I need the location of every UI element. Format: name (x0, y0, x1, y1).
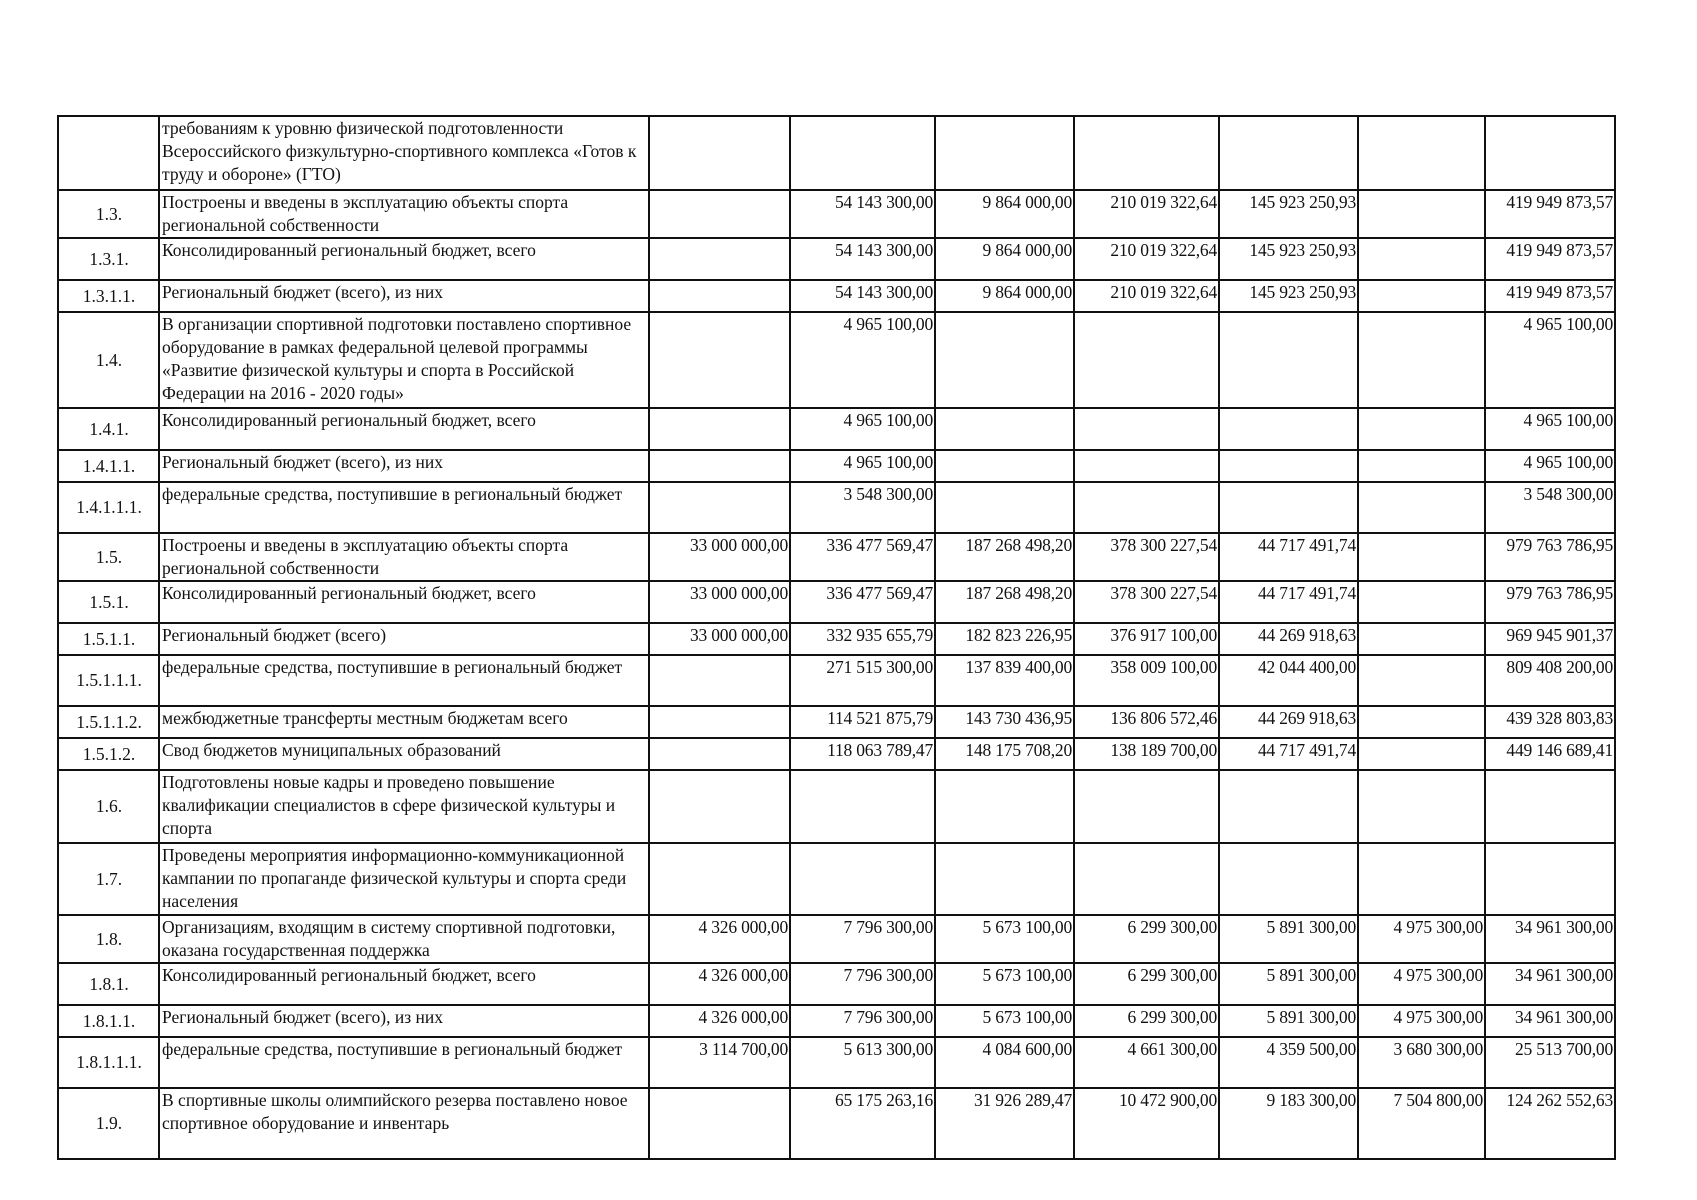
row-code: 1.9. (58, 1088, 159, 1159)
value-cell (649, 706, 790, 738)
table-row (58, 770, 1615, 843)
value-cell (1219, 770, 1358, 843)
value-cell: 145 923 250,93 (1219, 190, 1358, 238)
value-cell (1219, 312, 1358, 408)
table-row (58, 915, 1615, 963)
row-description: Свод бюджетов муниципальных образований (159, 738, 649, 770)
value-cell: 4 359 500,00 (1219, 1037, 1358, 1088)
value-cell (935, 843, 1074, 915)
value-cell (1358, 738, 1485, 770)
value-cell (1358, 706, 1485, 738)
value-cell (1219, 450, 1358, 482)
row-description: Построены и введены в эксплуатацию объекты спорта региональной собственности (159, 533, 649, 581)
value-cell: 4 965 100,00 (790, 450, 935, 482)
table-row (58, 190, 1615, 238)
table-row (58, 623, 1615, 655)
value-cell: 5 673 100,00 (935, 963, 1074, 1005)
row-code: 1.5.1. (58, 581, 159, 623)
value-cell (790, 843, 935, 915)
row-description: Консолидированный региональный бюджет, всего (159, 581, 649, 623)
table-row (58, 1005, 1615, 1037)
value-cell (649, 843, 790, 915)
row-code: 1.3.1. (58, 238, 159, 280)
table-row (58, 408, 1615, 450)
value-cell: 6 299 300,00 (1074, 963, 1219, 1005)
value-cell: 7 504 800,00 (1358, 1088, 1485, 1159)
table-body (58, 116, 1615, 1159)
table-row (58, 1088, 1615, 1159)
value-cell: 4 326 000,00 (649, 1005, 790, 1037)
value-cell (1485, 843, 1615, 915)
value-cell: 42 044 400,00 (1219, 655, 1358, 706)
value-cell (649, 408, 790, 450)
table-row (58, 116, 1615, 190)
row-description: межбюджетные трансферты местным бюджетам всего (159, 706, 649, 738)
value-cell (1074, 770, 1219, 843)
value-cell (649, 655, 790, 706)
value-cell: 449 146 689,41 (1485, 738, 1615, 770)
value-cell: 4 084 600,00 (935, 1037, 1074, 1088)
value-cell (1074, 312, 1219, 408)
value-cell (1074, 450, 1219, 482)
row-code: 1.4.1.1. (58, 450, 159, 482)
value-cell: 7 796 300,00 (790, 915, 935, 963)
value-cell (1358, 408, 1485, 450)
value-cell: 809 408 200,00 (1485, 655, 1615, 706)
row-description: В спортивные школы олимпийского резерва поставлено новое спортивное оборудование и инвентарь (159, 1088, 649, 1159)
row-description: Консолидированный региональный бюджет, всего (159, 238, 649, 280)
value-cell: 31 926 289,47 (935, 1088, 1074, 1159)
value-cell (935, 450, 1074, 482)
row-code: 1.5. (58, 533, 159, 581)
value-cell (935, 482, 1074, 533)
value-cell (1358, 623, 1485, 655)
value-cell: 4 965 100,00 (790, 408, 935, 450)
row-description: Организациям, входящим в систему спортивной подготовки, оказана государственная поддержка (159, 915, 649, 963)
value-cell (1358, 312, 1485, 408)
value-cell (1358, 116, 1485, 190)
value-cell (1358, 450, 1485, 482)
value-cell: 210 019 322,64 (1074, 280, 1219, 312)
row-code: 1.7. (58, 843, 159, 915)
value-cell: 4 975 300,00 (1358, 963, 1485, 1005)
value-cell (935, 408, 1074, 450)
value-cell (1074, 482, 1219, 533)
value-cell (649, 738, 790, 770)
value-cell: 44 717 491,74 (1219, 738, 1358, 770)
value-cell: 376 917 100,00 (1074, 623, 1219, 655)
value-cell (1358, 482, 1485, 533)
value-cell: 4 965 100,00 (1485, 312, 1615, 408)
value-cell (1074, 843, 1219, 915)
value-cell: 34 961 300,00 (1485, 915, 1615, 963)
value-cell: 114 521 875,79 (790, 706, 935, 738)
value-cell: 10 472 900,00 (1074, 1088, 1219, 1159)
value-cell: 44 717 491,74 (1219, 533, 1358, 581)
value-cell: 419 949 873,57 (1485, 190, 1615, 238)
row-description: Консолидированный региональный бюджет, всего (159, 408, 649, 450)
value-cell: 118 063 789,47 (790, 738, 935, 770)
value-cell (935, 116, 1074, 190)
value-cell (649, 312, 790, 408)
value-cell: 3 114 700,00 (649, 1037, 790, 1088)
value-cell: 4 975 300,00 (1358, 915, 1485, 963)
value-cell: 3 548 300,00 (790, 482, 935, 533)
value-cell (1358, 770, 1485, 843)
table-row (58, 655, 1615, 706)
value-cell: 148 175 708,20 (935, 738, 1074, 770)
value-cell: 54 143 300,00 (790, 238, 935, 280)
value-cell: 33 000 000,00 (649, 581, 790, 623)
value-cell: 336 477 569,47 (790, 533, 935, 581)
row-code: 1.4.1. (58, 408, 159, 450)
value-cell: 5 613 300,00 (790, 1037, 935, 1088)
value-cell: 124 262 552,63 (1485, 1088, 1615, 1159)
value-cell: 4 965 100,00 (790, 312, 935, 408)
value-cell: 378 300 227,54 (1074, 581, 1219, 623)
value-cell: 4 326 000,00 (649, 915, 790, 963)
value-cell: 4 965 100,00 (1485, 408, 1615, 450)
value-cell (1358, 280, 1485, 312)
table-row (58, 533, 1615, 581)
value-cell (935, 312, 1074, 408)
value-cell: 54 143 300,00 (790, 280, 935, 312)
value-cell: 5 673 100,00 (935, 915, 1074, 963)
value-cell: 9 864 000,00 (935, 190, 1074, 238)
row-code: 1.4. (58, 312, 159, 408)
value-cell (1358, 533, 1485, 581)
value-cell: 54 143 300,00 (790, 190, 935, 238)
value-cell: 6 299 300,00 (1074, 915, 1219, 963)
value-cell: 5 891 300,00 (1219, 1005, 1358, 1037)
value-cell (1358, 581, 1485, 623)
value-cell: 5 673 100,00 (935, 1005, 1074, 1037)
row-description: Региональный бюджет (всего), из них (159, 450, 649, 482)
value-cell: 187 268 498,20 (935, 533, 1074, 581)
value-cell: 3 548 300,00 (1485, 482, 1615, 533)
table-row (58, 280, 1615, 312)
row-code: 1.5.1.2. (58, 738, 159, 770)
value-cell: 3 680 300,00 (1358, 1037, 1485, 1088)
value-cell: 145 923 250,93 (1219, 238, 1358, 280)
table-row (58, 238, 1615, 280)
row-code: 1.8. (58, 915, 159, 963)
value-cell (1219, 843, 1358, 915)
value-cell: 378 300 227,54 (1074, 533, 1219, 581)
value-cell (790, 770, 935, 843)
value-cell: 439 328 803,83 (1485, 706, 1615, 738)
row-description: федеральные средства, поступившие в региональный бюджет (159, 655, 649, 706)
value-cell: 210 019 322,64 (1074, 190, 1219, 238)
table-row (58, 482, 1615, 533)
value-cell (649, 116, 790, 190)
row-code: 1.8.1.1.1. (58, 1037, 159, 1088)
value-cell: 5 891 300,00 (1219, 915, 1358, 963)
value-cell (649, 450, 790, 482)
table-row (58, 963, 1615, 1005)
row-code: 1.6. (58, 770, 159, 843)
value-cell: 271 515 300,00 (790, 655, 935, 706)
value-cell: 7 796 300,00 (790, 963, 935, 1005)
row-code: 1.5.1.1.1. (58, 655, 159, 706)
row-description: Региональный бюджет (всего), из них (159, 280, 649, 312)
value-cell: 4 975 300,00 (1358, 1005, 1485, 1037)
table-row (58, 843, 1615, 915)
value-cell: 336 477 569,47 (790, 581, 935, 623)
row-description: Построены и введены в эксплуатацию объекты спорта региональной собственности (159, 190, 649, 238)
table-row (58, 450, 1615, 482)
value-cell (1485, 770, 1615, 843)
row-description: Подготовлены новые кадры и проведено повышение квалификации специалистов в сфере физической культуры и спорта (159, 770, 649, 843)
row-description: Консолидированный региональный бюджет, всего (159, 963, 649, 1005)
value-cell (649, 770, 790, 843)
value-cell: 34 961 300,00 (1485, 963, 1615, 1005)
value-cell: 419 949 873,57 (1485, 280, 1615, 312)
value-cell: 187 268 498,20 (935, 581, 1074, 623)
value-cell (1358, 238, 1485, 280)
value-cell (1074, 116, 1219, 190)
value-cell: 9 864 000,00 (935, 280, 1074, 312)
row-description: Региональный бюджет (всего) (159, 623, 649, 655)
row-code: 1.8.1. (58, 963, 159, 1005)
row-code: 1.5.1.1. (58, 623, 159, 655)
value-cell: 4 965 100,00 (1485, 450, 1615, 482)
value-cell: 138 189 700,00 (1074, 738, 1219, 770)
row-code: 1.3. (58, 190, 159, 238)
table-row (58, 706, 1615, 738)
value-cell (1358, 190, 1485, 238)
value-cell: 143 730 436,95 (935, 706, 1074, 738)
value-cell: 979 763 786,95 (1485, 581, 1615, 623)
value-cell: 210 019 322,64 (1074, 238, 1219, 280)
value-cell: 137 839 400,00 (935, 655, 1074, 706)
value-cell: 332 935 655,79 (790, 623, 935, 655)
row-description: В организации спортивной подготовки поставлено спортивное оборудование в рамках федеральной целевой программы «Развитие физической культуры и спорта в Российской Федерации на 2016 - 2020 годы» (159, 312, 649, 408)
value-cell: 33 000 000,00 (649, 623, 790, 655)
table-row (58, 312, 1615, 408)
value-cell: 979 763 786,95 (1485, 533, 1615, 581)
value-cell: 33 000 000,00 (649, 533, 790, 581)
row-description: требованиям к уровню физической подготовленности Всероссийского физкультурно-спортивного комплекса «Готов к труду и обороне» (ГТО) (159, 116, 649, 190)
value-cell (649, 190, 790, 238)
value-cell (1219, 408, 1358, 450)
value-cell (649, 482, 790, 533)
value-cell (1074, 408, 1219, 450)
value-cell: 34 961 300,00 (1485, 1005, 1615, 1037)
value-cell (1219, 482, 1358, 533)
table-row (58, 1037, 1615, 1088)
budget-table (57, 115, 1616, 1160)
row-code: 1.5.1.1.2. (58, 706, 159, 738)
row-code: 1.4.1.1.1. (58, 482, 159, 533)
value-cell (1358, 655, 1485, 706)
value-cell: 5 891 300,00 (1219, 963, 1358, 1005)
value-cell: 7 796 300,00 (790, 1005, 935, 1037)
value-cell (935, 770, 1074, 843)
value-cell: 44 717 491,74 (1219, 581, 1358, 623)
value-cell: 9 183 300,00 (1219, 1088, 1358, 1159)
row-description: федеральные средства, поступившие в региональный бюджет (159, 482, 649, 533)
row-code: 1.8.1.1. (58, 1005, 159, 1037)
table-row (58, 738, 1615, 770)
row-description: Региональный бюджет (всего), из них (159, 1005, 649, 1037)
value-cell: 44 269 918,63 (1219, 623, 1358, 655)
value-cell: 4 661 300,00 (1074, 1037, 1219, 1088)
value-cell: 25 513 700,00 (1485, 1037, 1615, 1088)
value-cell: 136 806 572,46 (1074, 706, 1219, 738)
value-cell: 358 009 100,00 (1074, 655, 1219, 706)
value-cell (790, 116, 935, 190)
value-cell: 182 823 226,95 (935, 623, 1074, 655)
value-cell (1485, 116, 1615, 190)
value-cell: 4 326 000,00 (649, 963, 790, 1005)
value-cell (649, 1088, 790, 1159)
value-cell (649, 280, 790, 312)
row-description: Проведены мероприятия информационно-коммуникационной кампании по пропаганде физической культуры и спорта среди населения (159, 843, 649, 915)
value-cell: 65 175 263,16 (790, 1088, 935, 1159)
value-cell (649, 238, 790, 280)
table-row (58, 581, 1615, 623)
row-code: 1.3.1.1. (58, 280, 159, 312)
value-cell (1358, 843, 1485, 915)
row-description: федеральные средства, поступившие в региональный бюджет (159, 1037, 649, 1088)
value-cell: 6 299 300,00 (1074, 1005, 1219, 1037)
value-cell (1219, 116, 1358, 190)
row-code (58, 116, 159, 190)
value-cell: 969 945 901,37 (1485, 623, 1615, 655)
value-cell: 44 269 918,63 (1219, 706, 1358, 738)
value-cell: 9 864 000,00 (935, 238, 1074, 280)
value-cell: 145 923 250,93 (1219, 280, 1358, 312)
value-cell: 419 949 873,57 (1485, 238, 1615, 280)
